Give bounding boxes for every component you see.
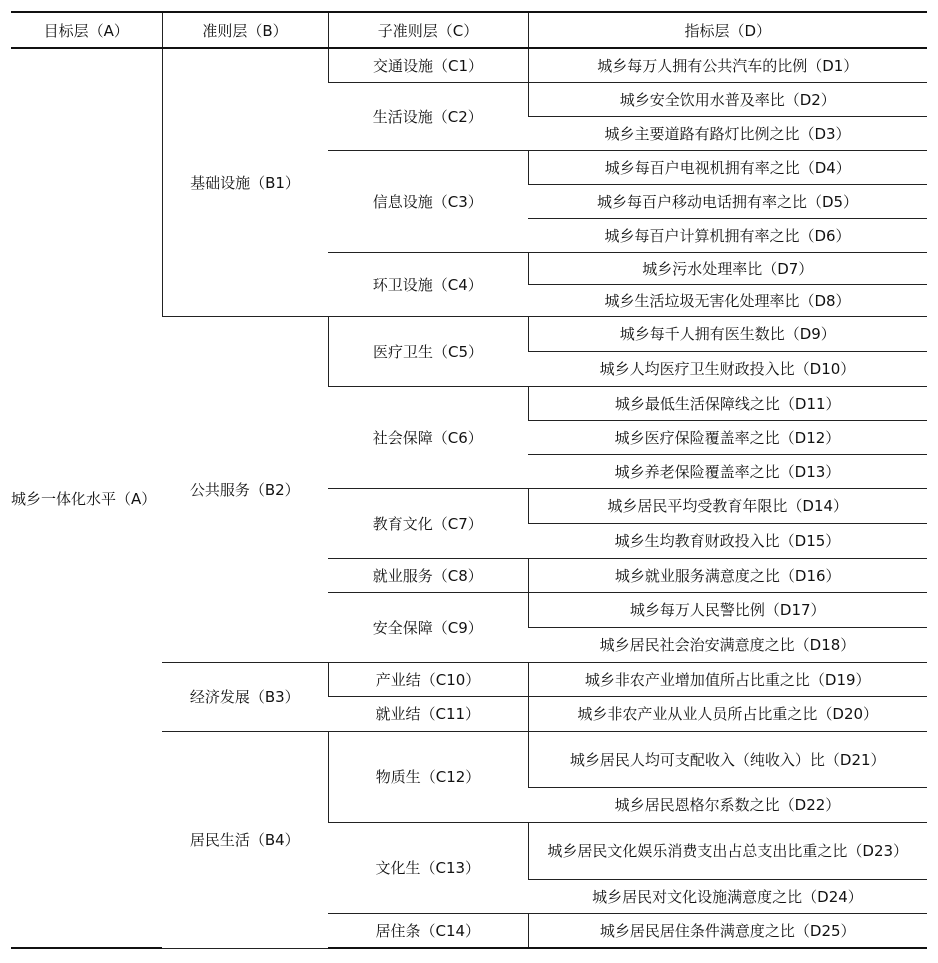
- criterion-cell: 经济发展（B3）: [162, 662, 328, 731]
- indicator-cell: 城乡每百户电视机拥有率之比（D4）: [528, 150, 927, 184]
- sub-criterion-cell: 交通设施（C1）: [328, 48, 528, 82]
- indicator-cell: 城乡居民恩格尔系数之比（D22）: [528, 787, 927, 822]
- indicator-system-table-wrapper: [11, 11, 927, 949]
- indicator-cell: 城乡每万人民警比例（D17）: [528, 592, 927, 627]
- sub-criterion-cell: 医疗卫生（C5）: [328, 316, 528, 386]
- indicator-cell: 城乡每万人拥有公共汽车的比例（D1）: [528, 48, 927, 82]
- indicator-cell: 城乡非农产业从业人员所占比重之比（D20）: [528, 696, 927, 731]
- sub-criterion-cell: 安全保障（C9）: [328, 592, 528, 662]
- header-sub-criteria-layer: 子准则层（C）: [328, 12, 528, 48]
- sub-criterion-cell: 居住条（C14）: [328, 913, 528, 948]
- indicator-cell: 城乡养老保险覆盖率之比（D13）: [528, 454, 927, 488]
- indicator-cell: 城乡每千人拥有医生数比（D9）: [528, 316, 927, 351]
- indicator-cell: 城乡主要道路有路灯比例之比（D3）: [528, 116, 927, 150]
- indicator-cell: 城乡安全饮用水普及率比（D2）: [528, 82, 927, 116]
- sub-criterion-cell: 就业服务（C8）: [328, 558, 528, 592]
- sub-criterion-cell: 产业结（C10）: [328, 662, 528, 696]
- sub-criterion-cell: 信息设施（C3）: [328, 150, 528, 252]
- header-goal-layer: 目标层（A）: [11, 12, 162, 48]
- indicator-cell: 城乡医疗保险覆盖率之比（D12）: [528, 420, 927, 454]
- indicator-cell: 城乡居民文化娱乐消费支出占总支出比重之比（D23）: [528, 822, 927, 879]
- sub-criterion-cell: 环卫设施（C4）: [328, 252, 528, 316]
- sub-criterion-cell: 物质生（C12）: [328, 731, 528, 822]
- indicator-cell: 城乡生均教育财政投入比（D15）: [528, 523, 927, 558]
- sub-criterion-cell: 文化生（C13）: [328, 822, 528, 913]
- indicator-cell: 城乡生活垃圾无害化处理率比（D8）: [528, 284, 927, 316]
- indicator-cell: 城乡每百户计算机拥有率之比（D6）: [528, 218, 927, 252]
- indicator-cell: 城乡人均医疗卫生财政投入比（D10）: [528, 351, 927, 386]
- header-indicator-layer: 指标层（D）: [528, 12, 927, 48]
- indicator-cell: 城乡居民居住条件满意度之比（D25）: [528, 913, 927, 948]
- sub-criterion-cell: 社会保障（C6）: [328, 386, 528, 488]
- indicator-cell: 城乡污水处理率比（D7）: [528, 252, 927, 284]
- indicator-cell: 城乡就业服务满意度之比（D16）: [528, 558, 927, 592]
- indicator-cell: 城乡非农产业增加值所占比重之比（D19）: [528, 662, 927, 696]
- sub-criterion-cell: 生活设施（C2）: [328, 82, 528, 150]
- header-criteria-layer: 准则层（B）: [162, 12, 328, 48]
- criterion-cell: 基础设施（B1）: [162, 48, 328, 316]
- goal-cell: 城乡一体化水平（A）: [11, 48, 162, 948]
- table-row: [11, 48, 927, 82]
- header-row: [11, 12, 927, 48]
- sub-criterion-cell: 教育文化（C7）: [328, 488, 528, 558]
- sub-criterion-cell: 就业结（C11）: [328, 696, 528, 731]
- indicator-system-table: [11, 11, 927, 949]
- indicator-cell: 城乡最低生活保障线之比（D11）: [528, 386, 927, 420]
- indicator-cell: 城乡居民平均受教育年限比（D14）: [528, 488, 927, 523]
- indicator-cell: 城乡居民人均可支配收入（纯收入）比（D21）: [528, 731, 927, 787]
- indicator-cell: 城乡每百户移动电话拥有率之比（D5）: [528, 184, 927, 218]
- indicator-cell: 城乡居民社会治安满意度之比（D18）: [528, 627, 927, 662]
- criterion-cell: 居民生活（B4）: [162, 731, 328, 948]
- indicator-cell: 城乡居民对文化设施满意度之比（D24）: [528, 879, 927, 913]
- criterion-cell: 公共服务（B2）: [162, 316, 328, 662]
